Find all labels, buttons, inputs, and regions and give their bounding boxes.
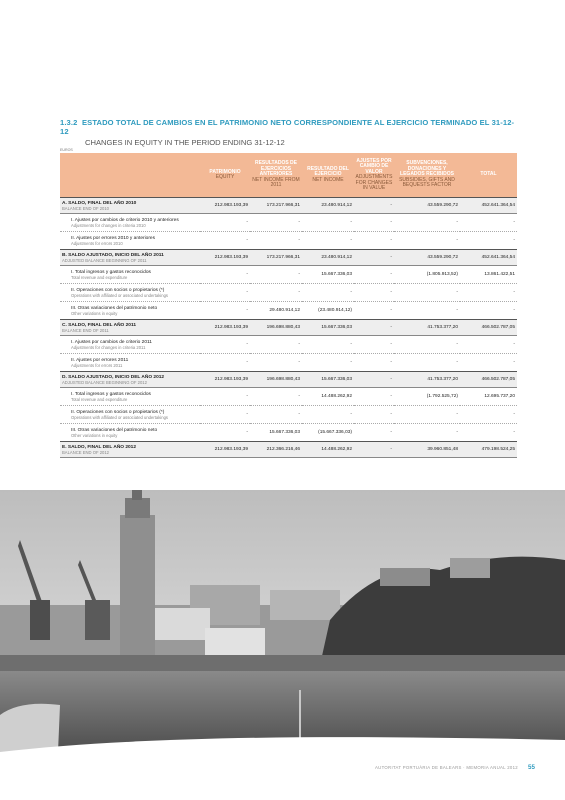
row-label-es: III. Otras variaciones del patrimonio neto bbox=[71, 305, 158, 311]
table-cell: 41.753.377,20 bbox=[394, 372, 460, 388]
table-cell: 196.698.880,43 bbox=[250, 372, 302, 388]
table-cell: 14.488.262,92 bbox=[302, 442, 354, 458]
table-cell: (1.792.525,72) bbox=[394, 388, 460, 406]
table-cell: - bbox=[354, 354, 394, 372]
table-cell: 212.983.193,39 bbox=[200, 198, 250, 214]
table-cell: 479.198.524,25 bbox=[460, 442, 517, 458]
column-header: TOTAL bbox=[460, 153, 517, 198]
section-heading bbox=[60, 118, 520, 147]
row-label-en: BALANCE END OF 2011 bbox=[62, 327, 109, 333]
table-cell: 23.480.914,12 bbox=[302, 198, 354, 214]
table-cell: - bbox=[394, 424, 460, 442]
adjustment-row bbox=[60, 354, 517, 372]
table-cell: 14.488.262,92 bbox=[302, 388, 354, 406]
table-cell: 15.667.336,03 bbox=[302, 320, 354, 336]
table-cell: - bbox=[200, 302, 250, 320]
table-cell: 12.695.737,20 bbox=[460, 388, 517, 406]
row-label-en: Operations with affiliated or associated undertakings bbox=[71, 414, 168, 420]
table-cell: - bbox=[354, 198, 394, 214]
row-label-en: Other variations in equity bbox=[71, 310, 118, 316]
row-label bbox=[60, 250, 200, 266]
table-cell: - bbox=[394, 354, 460, 372]
table-cell: - bbox=[200, 232, 250, 250]
adjustment-row bbox=[60, 406, 517, 424]
row-label-es: II. Ajustes por errores 2011 bbox=[71, 357, 129, 363]
header-label-cell bbox=[60, 153, 200, 198]
table-cell: - bbox=[460, 354, 517, 372]
adjustment-row bbox=[60, 266, 517, 284]
row-label bbox=[60, 424, 200, 442]
row-label-es: I. Ajustes por cambios de criterio 2010 y anteriores bbox=[71, 217, 179, 223]
row-label bbox=[60, 214, 200, 232]
table-cell: - bbox=[354, 388, 394, 406]
table-cell: 41.753.377,20 bbox=[394, 320, 460, 336]
table-cell: - bbox=[354, 372, 394, 388]
table-cell: 466.502.787,05 bbox=[460, 372, 517, 388]
column-header: SUBVENCIONES, DONACIONES Y LEGADOS RECIBIDOS SUBSIDIES, GIFTS AND BEQUESTS FACTOR bbox=[394, 153, 460, 198]
balance-row bbox=[60, 320, 517, 336]
row-label-es: I. Total ingresos y gastos reconocidos bbox=[71, 269, 151, 275]
table-cell: - bbox=[354, 442, 394, 458]
row-label-es: II. Operaciones con socios o propietarios (*) bbox=[71, 409, 165, 415]
adjustment-row bbox=[60, 232, 517, 250]
row-label bbox=[60, 266, 200, 284]
table-cell: (1.805.913,52) bbox=[394, 266, 460, 284]
table-cell: - bbox=[460, 406, 517, 424]
adjustment-row bbox=[60, 388, 517, 406]
table-cell: 15.667.336,03 bbox=[302, 266, 354, 284]
row-label-en: Operations with affiliated or associated undertakings bbox=[71, 292, 168, 298]
table-cell: - bbox=[250, 336, 302, 354]
table-cell: 212.983.193,39 bbox=[200, 372, 250, 388]
column-header: PATRIMONIO EQUITY bbox=[200, 153, 250, 198]
row-label-en: BALANCE END OF 2012 bbox=[62, 449, 110, 455]
footer-org: AUTORITAT PORTUÀRIA DE BALEARS · MEMORIA ANUAL 2012 bbox=[375, 765, 518, 770]
adjustment-row bbox=[60, 424, 517, 442]
section-number: 1.3.2 bbox=[60, 118, 78, 127]
table-cell: 452.641.364,54 bbox=[460, 198, 517, 214]
row-label-en: Adjustments for changes in criteria 2011 bbox=[71, 344, 146, 350]
table-cell: 212.366.216,46 bbox=[250, 442, 302, 458]
table-cell: - bbox=[250, 214, 302, 232]
table-cell: - bbox=[200, 266, 250, 284]
row-label bbox=[60, 198, 200, 214]
row-label-es: C. SALDO, FINAL DEL AÑO 2011 bbox=[62, 322, 137, 328]
row-label-es: III. Otras variaciones del patrimonio neto bbox=[71, 427, 158, 433]
section-title-es: ESTADO TOTAL DE CAMBIOS EN EL PATRIMONIO NETO CORRESPONDIENTE AL EJERCICIO TERMINADO EL 31-12-12 bbox=[60, 118, 515, 136]
table-header-row bbox=[60, 153, 517, 198]
table-cell: 29.480.914,12 bbox=[250, 302, 302, 320]
table-cell: - bbox=[200, 424, 250, 442]
row-label-es: E. SALDO, FINAL DEL AÑO 2012 bbox=[62, 444, 137, 450]
table-cell: - bbox=[200, 388, 250, 406]
row-label-es: I. Ajustes por cambios de criterio 2011 bbox=[71, 339, 152, 345]
table-cell: 15.667.336,03 bbox=[302, 372, 354, 388]
table-cell: 15.667.336,03 bbox=[250, 424, 302, 442]
table-cell: - bbox=[354, 302, 394, 320]
row-label-en: Adjustments for errors 2010 bbox=[71, 240, 123, 246]
section-title-en: CHANGES IN EQUITY IN THE PERIOD ENDING 31-12-12 bbox=[85, 138, 285, 147]
table-cell: - bbox=[200, 406, 250, 424]
table-cell: 23.480.914,12 bbox=[302, 250, 354, 266]
table-cell: - bbox=[354, 336, 394, 354]
table-cell: - bbox=[302, 336, 354, 354]
row-label-en: Total revenue and expenditure bbox=[71, 396, 128, 402]
column-header: RESULTADOS DE EJERCICIOS ANTERIORES NET INCOME FROM 2011 bbox=[250, 153, 302, 198]
table-cell: - bbox=[200, 284, 250, 302]
table-cell: 212.983.193,39 bbox=[200, 320, 250, 336]
table-cell: - bbox=[394, 336, 460, 354]
table-cell: 173.217.966,31 bbox=[250, 198, 302, 214]
table-cell: - bbox=[354, 266, 394, 284]
table-cell: 212.983.193,39 bbox=[200, 250, 250, 266]
table-cell: - bbox=[302, 232, 354, 250]
table-cell: - bbox=[460, 214, 517, 232]
table-cell: - bbox=[302, 406, 354, 424]
table-cell: 452.641.364,54 bbox=[460, 250, 517, 266]
row-label-es: D. SALDO AJUSTADO, INICIO DEL AÑO 2012 bbox=[62, 374, 165, 380]
table-cell: 43.559.290,72 bbox=[394, 250, 460, 266]
row-label bbox=[60, 232, 200, 250]
row-label-en: Adjustments for changes in criteria 2010 bbox=[71, 222, 146, 228]
row-label-es: A. SALDO, FINAL DEL AÑO 2010 bbox=[62, 200, 137, 206]
adjustment-row bbox=[60, 284, 517, 302]
row-label-en: Total revenue and expenditure bbox=[71, 274, 128, 280]
balance-row bbox=[60, 372, 517, 388]
adjustment-row bbox=[60, 302, 517, 320]
table-cell: - bbox=[354, 232, 394, 250]
table-cell: - bbox=[200, 354, 250, 372]
table-cell: 13.861.422,51 bbox=[460, 266, 517, 284]
table-cell: - bbox=[200, 336, 250, 354]
table-cell: - bbox=[354, 250, 394, 266]
table-cell: - bbox=[250, 284, 302, 302]
table-cell: - bbox=[460, 284, 517, 302]
row-label-es: II. Ajustes por errores 2010 y anteriores bbox=[71, 235, 155, 241]
row-label-en: ADJUSTED BALANCE BEGINNING OF 2011 bbox=[62, 257, 147, 263]
adjustment-row bbox=[60, 336, 517, 354]
row-label-es: B. SALDO AJUSTADO, INICIO DEL AÑO 2011 bbox=[62, 252, 164, 258]
port-photo bbox=[0, 490, 565, 752]
table-cell: - bbox=[302, 354, 354, 372]
equity-changes-table bbox=[60, 153, 517, 458]
table-cell: - bbox=[394, 284, 460, 302]
table-cell: - bbox=[354, 424, 394, 442]
row-label bbox=[60, 406, 200, 424]
table-cell: - bbox=[460, 302, 517, 320]
table-cell: - bbox=[354, 320, 394, 336]
row-label-en: Other variations in equity bbox=[71, 432, 118, 438]
row-label-es: I. Total ingresos y gastos reconocidos bbox=[71, 391, 151, 397]
row-label bbox=[60, 372, 200, 388]
row-label bbox=[60, 284, 200, 302]
table-cell: 466.502.787,05 bbox=[460, 320, 517, 336]
row-label bbox=[60, 320, 200, 336]
adjustment-row bbox=[60, 214, 517, 232]
table-cell: - bbox=[250, 388, 302, 406]
column-header: AJUSTES POR CAMBIO DE VALOR ADJUSTMENTS FOR CHANGES IN VALUE bbox=[354, 153, 394, 198]
table-cell: - bbox=[460, 232, 517, 250]
page-number: 55 bbox=[528, 764, 535, 771]
table-cell: - bbox=[302, 284, 354, 302]
table-cell: 212.983.193,39 bbox=[200, 442, 250, 458]
table-cell: - bbox=[394, 232, 460, 250]
table-cell: - bbox=[394, 406, 460, 424]
row-label-en: BALANCE END OF 2010 bbox=[62, 205, 110, 211]
row-label-en: Adjustments for errors 2011 bbox=[71, 362, 123, 368]
units-label: EUROS bbox=[60, 148, 73, 152]
row-label bbox=[60, 442, 200, 458]
table-cell: - bbox=[250, 232, 302, 250]
row-label-en: ADJUSTED BALANCE BEGINNING OF 2012 bbox=[62, 379, 147, 385]
table-cell: - bbox=[354, 214, 394, 232]
table-cell: (23.480.914,12) bbox=[302, 302, 354, 320]
table-cell: - bbox=[302, 214, 354, 232]
row-label bbox=[60, 388, 200, 406]
table-cell: - bbox=[394, 302, 460, 320]
table-cell: - bbox=[250, 266, 302, 284]
table-cell: - bbox=[354, 406, 394, 424]
table-cell: 39.960.851,48 bbox=[394, 442, 460, 458]
table-cell: - bbox=[250, 406, 302, 424]
table-cell: 196.698.880,43 bbox=[250, 320, 302, 336]
row-label bbox=[60, 302, 200, 320]
table-cell: - bbox=[460, 336, 517, 354]
table-cell: (15.667.336,03) bbox=[302, 424, 354, 442]
table-cell: - bbox=[394, 214, 460, 232]
balance-row bbox=[60, 442, 517, 458]
balance-row bbox=[60, 250, 517, 266]
row-label-es: II. Operaciones con socios o propietarios (*) bbox=[71, 287, 165, 293]
table-cell: 43.559.290,72 bbox=[394, 198, 460, 214]
table-cell: 173.217.966,31 bbox=[250, 250, 302, 266]
table-cell: - bbox=[200, 214, 250, 232]
table-cell: - bbox=[460, 424, 517, 442]
column-header: RESULTADO DEL EJERCICIO NET INCOME bbox=[302, 153, 354, 198]
row-label bbox=[60, 354, 200, 372]
table-cell: - bbox=[250, 354, 302, 372]
balance-row bbox=[60, 198, 517, 214]
table-cell: - bbox=[354, 284, 394, 302]
row-label bbox=[60, 336, 200, 354]
